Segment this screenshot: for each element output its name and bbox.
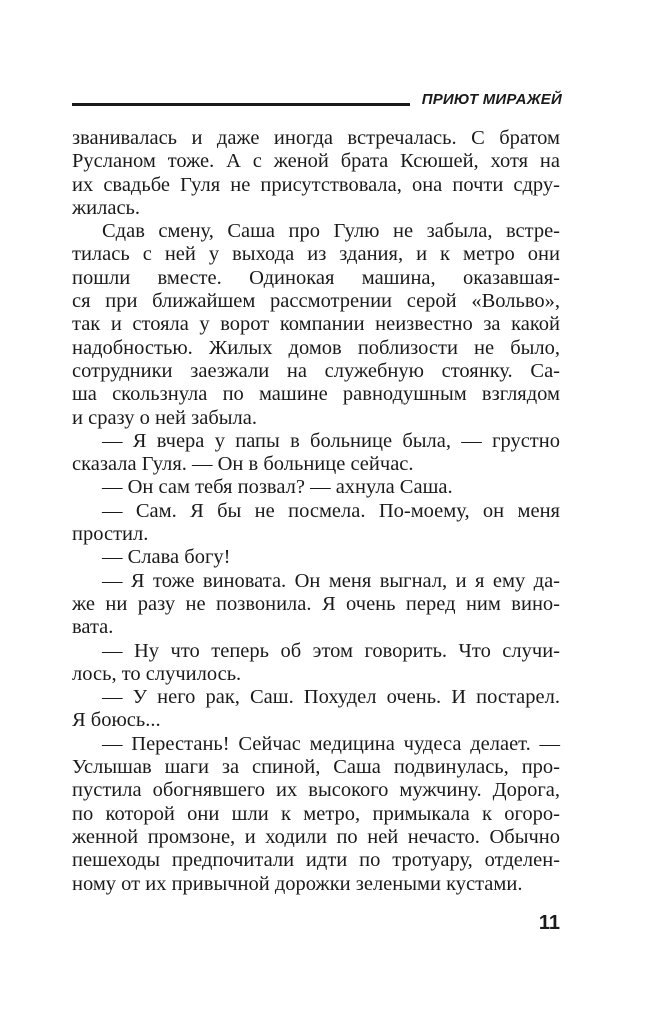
text-line: простил. [72,523,149,546]
text-line: — У него рак, Саш. Похудел очень. И постарел. [102,686,560,709]
text-line: званивалась и даже иногда встречалась. С братом [72,127,560,149]
text-line: сказала Гуля. — Он в больнице сейчас. [72,453,414,476]
text-line: и сразу о ней забыла. [72,406,257,429]
text-line: их свадьбе Гуля не присутствовала, она почти сдру- [72,173,560,196]
text-line: пешеходы предпочитали идти по тротуару, отделен- [72,849,560,872]
text-line: пошли вместе. Одинокая машина, оказавшая- [72,266,560,289]
text-line: тилась с ней у выхода из здания, и к метро они [72,243,560,266]
text-line: Русланом тоже. А с женой брата Ксюшей, хотя на [72,150,560,173]
text-line: надобностью. Жилых домов поблизости не было, [72,336,560,359]
text-line: лось, то случилось. [72,662,242,685]
text-line: — Перестань! Сейчас медицина чудеса делает. — [102,732,560,755]
text-line: — Я тоже виновата. Он меня выгнал, и я ему да- [102,569,560,592]
text-line: сотрудники заезжали на служебную стоянку. Са- [72,359,560,382]
body-text [72,127,560,896]
text-line: по которой они шли к метро, примыкала к огоро- [72,802,560,825]
header-rule [72,103,410,106]
text-line: Сдав смену, Саша про Гулю не забыла, встре- [102,220,560,243]
text-line: Услышав шаги за спиной, Саша подвинулась, про- [72,756,560,779]
running-title: ПРИЮТ МИРАЖЕЙ [421,91,562,108]
text-line: Я боюсь... [72,709,161,732]
text-line: — Слава богу! [102,546,231,569]
text-line: — Я вчера у папы в больнице была, — грустно [102,429,560,452]
text-line: пустила обогнявшего их высокого мужчину. Дорога, [72,779,560,802]
text-line: вата. [72,616,114,639]
text-line: — Сам. Я бы не посмела. По-моему, он меня [102,499,560,522]
text-line: же ни разу не позвонила. Я очень перед ним вино- [72,592,560,615]
text-line: — Он сам тебя позвал? — ахнула Саша. [102,476,453,499]
text-line: ша скользнула по машине равнодушным взглядом [72,383,560,406]
text-line: так и стояла у ворот компании неизвестно за какой [72,313,560,336]
page-number: 11 [538,912,560,934]
text-line: женной промзоне, и ходили по ней нечасто. Обычно [72,825,560,848]
text-line: ному от их привычной дорожки зелеными кустами. [72,872,523,895]
text-line: жилась. [72,196,141,219]
text-line: ся при ближайшем рассмотрении серой «Вольво», [72,290,560,313]
running-head [72,91,562,113]
text-line: — Ну что теперь об этом говорить. Что случи- [102,639,560,662]
